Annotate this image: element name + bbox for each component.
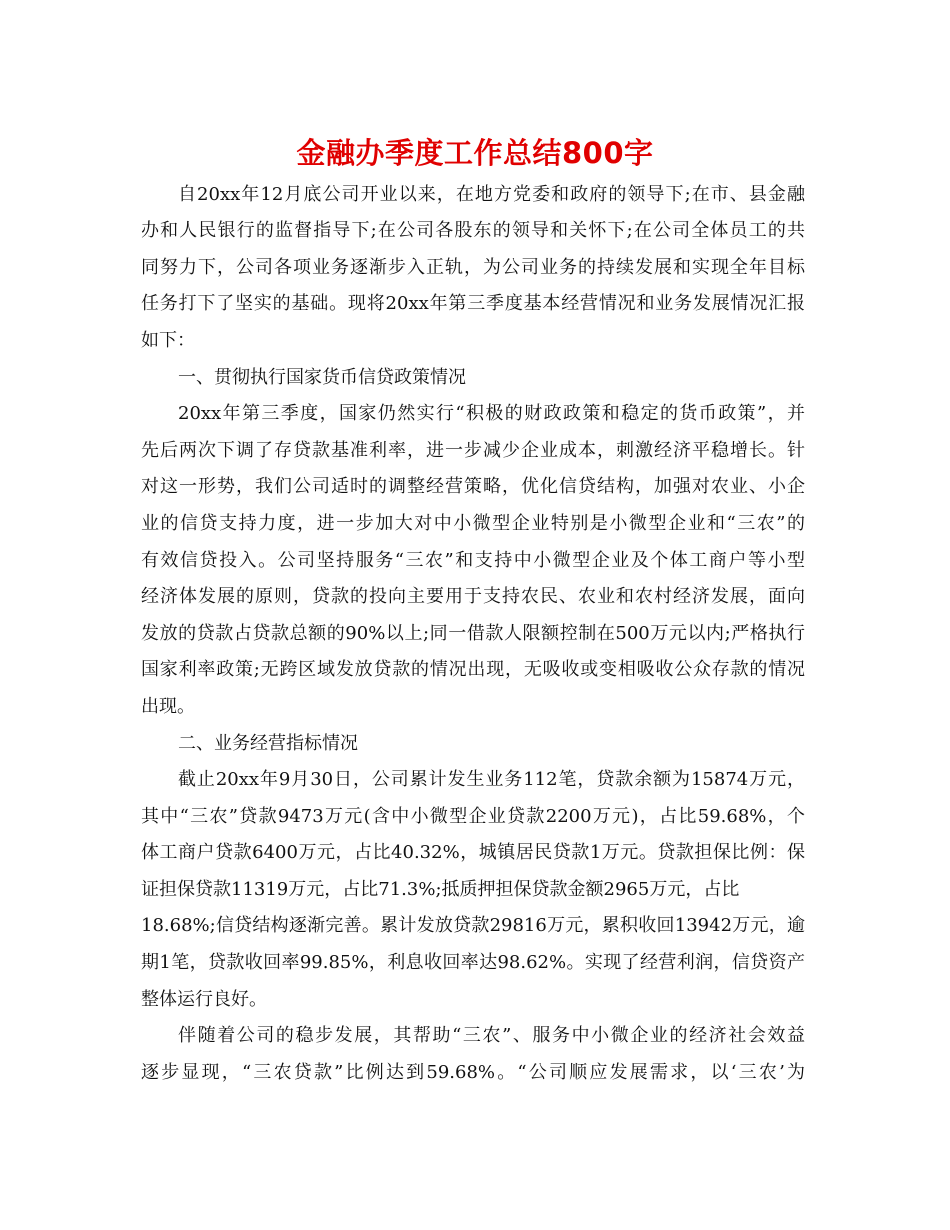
- paragraph-line: 任务打下了坚实的基础。现将20xx年第三季度基本经营情况和业务发展情况汇报: [141, 293, 805, 315]
- paragraph-line: 整体运行良好。: [141, 988, 267, 1010]
- paragraph-line: 截止20xx年9月30日，公司累计发生业务112笔，贷款余额为15874万元，: [178, 769, 805, 791]
- paragraph-line: 业的信贷支持力度，进一步加大对中小微型企业特别是小微型企业和“三农”的: [141, 512, 805, 534]
- paragraph-line: 逐步显现，“三农贷款”比例达到59.68%。“公司顺应发展需求，以‘三农’为: [141, 1061, 805, 1083]
- paragraph-line: 办和人民银行的监督指导下;在公司各股东的领导和关怀下;在公司全体员工的共: [141, 220, 805, 242]
- paragraph-line: 18.68%;信贷结构逐渐完善。累计发放贷款29816万元，累积收回13942万元，逾: [141, 915, 805, 937]
- paragraph-line: 出现。: [141, 695, 195, 717]
- paragraph-line: 发放的贷款占贷款总额的90%以上;同一借款人限额控制在500万元以内;严格执行: [141, 622, 805, 644]
- paragraph-line: 证担保贷款11319万元，占比71.3%;抵质押担保贷款金额2965万元，占比: [141, 878, 740, 900]
- paragraph-line: 同努力下，公司各项业务逐渐步入正轨，为公司业务的持续发展和实现全年目标: [141, 256, 805, 278]
- paragraph-line: 先后两次下调了存贷款基准利率，进一步减少企业成本，刺激经济平稳增长。针: [141, 439, 805, 461]
- paragraph-line: 经济体发展的原则，贷款的投向主要用于支持农民、农业和农村经济发展，面向: [141, 586, 805, 608]
- paragraph-line: 体工商户贷款6400万元，占比40.32%，城镇居民贷款1万元。贷款担保比例：保: [141, 842, 805, 864]
- paragraph-line: 如下：: [141, 329, 195, 351]
- paragraph-line: 伴随着公司的稳步发展，其帮助“三农”、服务中小微企业的经济社会效益: [178, 1025, 805, 1047]
- document-title: 金融办季度工作总结800字: [296, 136, 654, 170]
- paragraph-line: 有效信贷投入。公司坚持服务“三农”和支持中小微型企业及个体工商户等小型: [141, 549, 805, 571]
- paragraph-line: 期1笔，贷款收回率99.85%，利息收回率达98.62%。实现了经营利润，信贷资产: [141, 952, 805, 974]
- document-body: [141, 176, 805, 1091]
- paragraph-line: 对这一形势，我们公司适时的调整经营策略，优化信贷结构，加强对农业、小企: [141, 476, 805, 498]
- paragraph-line: 其中“三农”贷款9473万元(含中小微型企业贷款2200万元)，占比59.68%，个: [141, 805, 805, 827]
- paragraph-line: 自20xx年12月底公司开业以来，在地方党委和政府的领导下;在市、县金融: [178, 184, 805, 205]
- paragraph-line: 20xx年第三季度，国家仍然实行“积极的财政政策和稳定的货币政策”，并: [178, 403, 805, 425]
- paragraph-line: 二、业务经营指标情况: [178, 732, 358, 754]
- paragraph-line: 一、贯彻执行国家货币信贷政策情况: [178, 366, 466, 388]
- paragraph-line: 国家利率政策;无跨区域发放贷款的情况出现，无吸收或变相吸收公众存款的情况: [141, 659, 805, 681]
